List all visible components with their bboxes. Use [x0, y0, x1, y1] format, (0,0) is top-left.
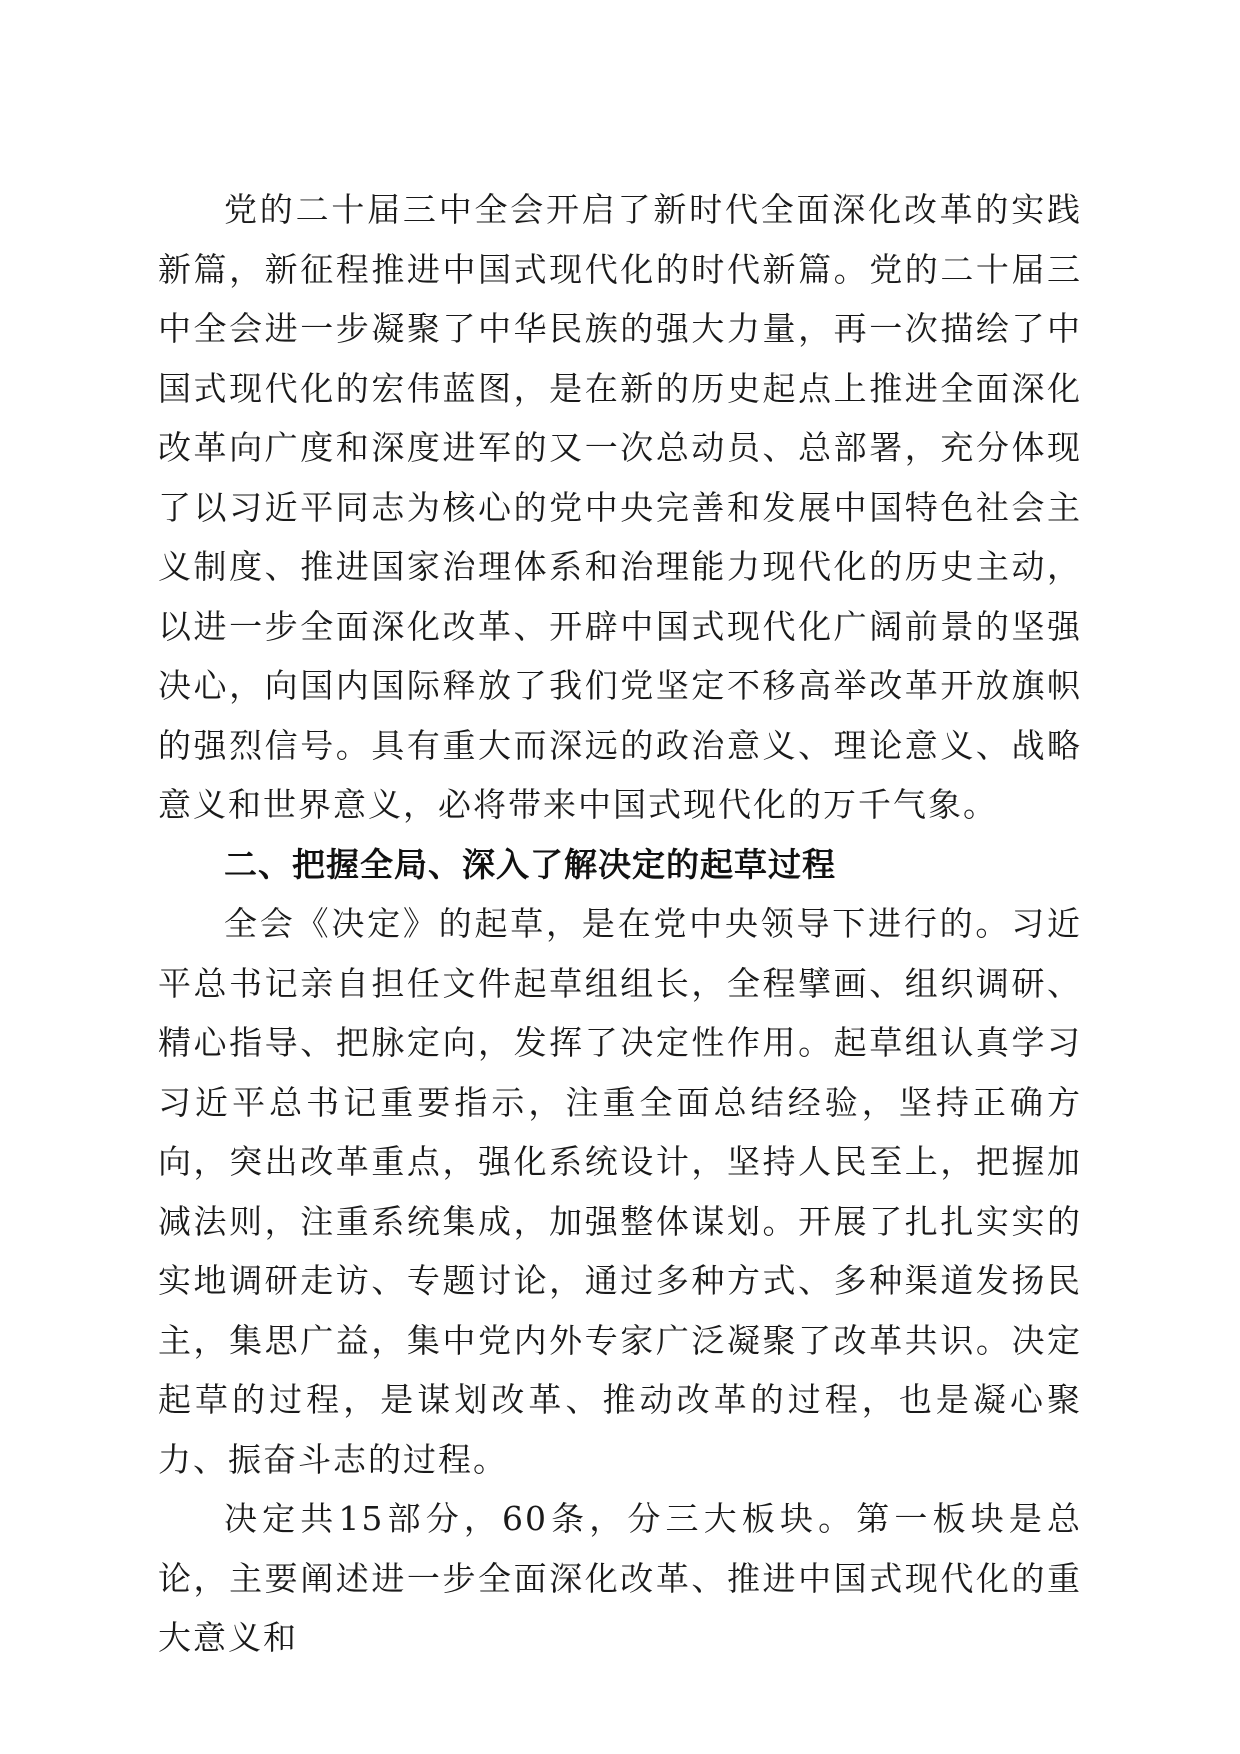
body-paragraph: 党的二十届三中全会开启了新时代全面深化改革的实践新篇，新征程推进中国式现代化的时代新篇。党的二十届三中全会进一步凝聚了中华民族的强大力量，再一次描绘了中国式现代化的宏伟蓝图，是在新的历史起点上推进全面深化改革向广度和深度进军的又一次总动员、总部署，充分体现了以习近平同志为核心的党中央完善和发展中国特色社会主义制度、推进国家治理体系和治理能力现代化的历史主动，以进一步全面深化改革、开辟中国式现代化广阔前景的坚强决心，向国内国际释放了我们党坚定不移高举改革开放旗帜的强烈信号。具有重大而深远的政治意义、理论意义、战略意义和世界意义，必将带来中国式现代化的万千气象。	[158, 190, 1082, 824]
body-paragraph: 全会《决定》的起草，是在党中央领导下进行的。习近平总书记亲自担任文件起草组组长，全程擘画、组织调研、精心指导、把脉定向，发挥了决定性作用。起草组认真学习习近平总书记重要指示，注重全面总结经验，坚持正确方向，突出改革重点，强化系统设计，坚持人民至上，把握加减法则，注重系统集成，加强整体谋划。开展了扎扎实实的实地调研走访、专题讨论，通过多种方式、多种渠道发扬民主，集思广益，集中党内外专家广泛凝聚了改革共识。决定起草的过程，是谋划改革、推动改革的过程，也是凝心聚力、振奋斗志的过程。	[158, 904, 1082, 1479]
section-heading: 二、把握全局、深入了解决定的起草过程	[224, 844, 836, 884]
body-paragraph: 决定共15部分，60条，分三大板块。第一板块是总论，主要阐述进一步全面深化改革、推进中国式现代化的重大意义和	[158, 1499, 1082, 1657]
document-body	[158, 180, 1082, 1668]
